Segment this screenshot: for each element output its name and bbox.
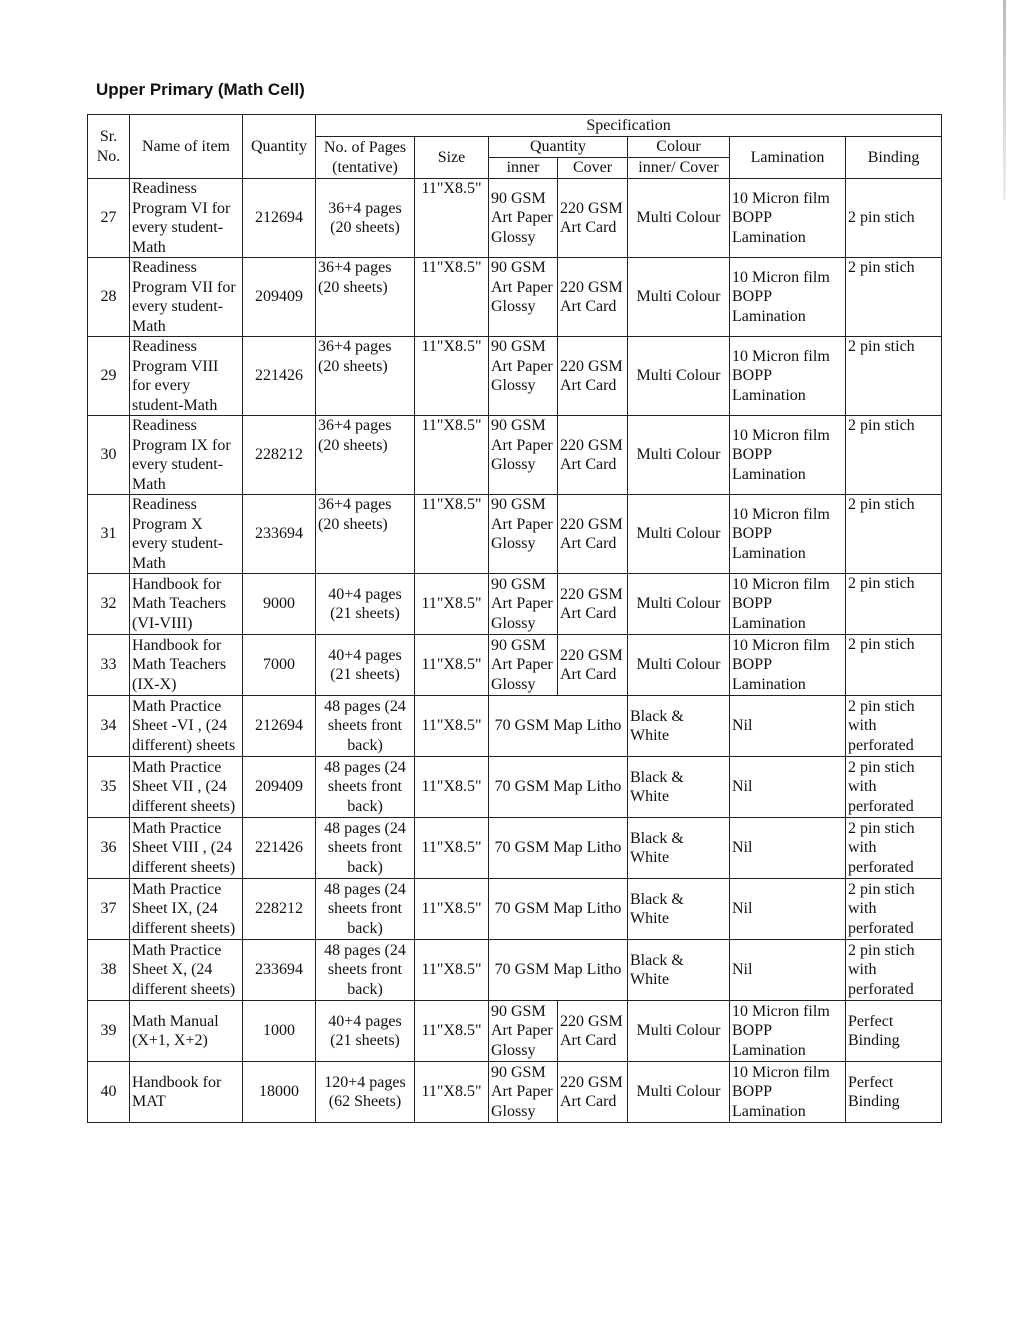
cell-size: 11"X8.5" bbox=[415, 696, 489, 757]
cell-inner: 90 GSM Art Paper Glossy bbox=[489, 574, 558, 635]
header-size: Size bbox=[415, 137, 489, 179]
cell-quantity: 212694 bbox=[243, 179, 316, 258]
cell-sr: 31 bbox=[88, 495, 130, 574]
cell-inner: 90 GSM Art Paper Glossy bbox=[489, 495, 558, 574]
table-row bbox=[88, 818, 942, 879]
cell-colour: Multi Colour bbox=[628, 635, 730, 696]
table-row bbox=[88, 757, 942, 818]
table-row bbox=[88, 1062, 942, 1123]
cell-pages: 120+4 pages (62 Sheets) bbox=[316, 1062, 415, 1123]
cell-binding: 2 pin stich bbox=[846, 635, 942, 696]
header-binding: Binding bbox=[846, 137, 942, 179]
cell-sr: 28 bbox=[88, 258, 130, 337]
cell-colour: Multi Colour bbox=[628, 416, 730, 495]
cell-binding: 2 pin stich bbox=[846, 258, 942, 337]
cell-cover: 220 GSM Art Card bbox=[558, 1001, 628, 1062]
cell-inner: 90 GSM Art Paper Glossy bbox=[489, 179, 558, 258]
cell-lamination: 10 Micron film BOPP Lamination bbox=[730, 1062, 846, 1123]
cell-colour: Multi Colour bbox=[628, 1001, 730, 1062]
scan-edge-mark bbox=[1003, 0, 1006, 200]
cell-paper: 70 GSM Map Litho bbox=[489, 940, 628, 1001]
cell-cover: 220 GSM Art Card bbox=[558, 179, 628, 258]
cell-sr: 36 bbox=[88, 818, 130, 879]
cell-pages: 48 pages (24 sheets front back) bbox=[316, 818, 415, 879]
cell-binding: 2 pin stich with perforated bbox=[846, 940, 942, 1001]
cell-sr: 27 bbox=[88, 179, 130, 258]
cell-quantity: 228212 bbox=[243, 879, 316, 940]
table-row bbox=[88, 337, 942, 416]
cell-sr: 37 bbox=[88, 879, 130, 940]
cell-binding: 2 pin stich bbox=[846, 416, 942, 495]
cell-colour: Black & White bbox=[628, 879, 730, 940]
cell-size: 11"X8.5" bbox=[415, 1001, 489, 1062]
cell-size: 11"X8.5" bbox=[415, 940, 489, 1001]
cell-pages: 36+4 pages (20 sheets) bbox=[316, 495, 415, 574]
header-no-of-pages: No. of Pages (tentative) bbox=[316, 137, 415, 179]
cell-binding: 2 pin stich bbox=[846, 179, 942, 258]
cell-pages: 36+4 pages (20 sheets) bbox=[316, 179, 415, 258]
table-row bbox=[88, 879, 942, 940]
cell-cover: 220 GSM Art Card bbox=[558, 495, 628, 574]
cell-cover: 220 GSM Art Card bbox=[558, 1062, 628, 1123]
table-row bbox=[88, 635, 942, 696]
cell-size: 11"X8.5" bbox=[415, 818, 489, 879]
cell-pages: 48 pages (24 sheets front back) bbox=[316, 879, 415, 940]
cell-lamination: Nil bbox=[730, 757, 846, 818]
cell-cover: 220 GSM Art Card bbox=[558, 416, 628, 495]
table-row bbox=[88, 1001, 942, 1062]
cell-sr: 39 bbox=[88, 1001, 130, 1062]
cell-quantity: 233694 bbox=[243, 495, 316, 574]
cell-name: Math Manual (X+1, X+2) bbox=[130, 1001, 243, 1062]
cell-name: Math Practice Sheet VII , (24 different sheets) bbox=[130, 757, 243, 818]
cell-quantity: 7000 bbox=[243, 635, 316, 696]
cell-name: Math Practice Sheet X, (24 different sheets) bbox=[130, 940, 243, 1001]
cell-pages: 48 pages (24 sheets front back) bbox=[316, 757, 415, 818]
cell-name: Readiness Program X every student- Math bbox=[130, 495, 243, 574]
cell-size: 11"X8.5" bbox=[415, 337, 489, 416]
cell-name: Handbook for Math Teachers (IX-X) bbox=[130, 635, 243, 696]
cell-quantity: 233694 bbox=[243, 940, 316, 1001]
cell-colour: Multi Colour bbox=[628, 179, 730, 258]
cell-quantity: 1000 bbox=[243, 1001, 316, 1062]
cell-binding: 2 pin stich with perforated bbox=[846, 818, 942, 879]
table-row bbox=[88, 940, 942, 1001]
cell-sr: 32 bbox=[88, 574, 130, 635]
header-inner-cover: inner/ Cover bbox=[628, 158, 730, 179]
cell-sr: 34 bbox=[88, 696, 130, 757]
cell-lamination: 10 Micron film BOPP Lamination bbox=[730, 635, 846, 696]
cell-pages: 40+4 pages (21 sheets) bbox=[316, 1001, 415, 1062]
cell-pages: 36+4 pages (20 sheets) bbox=[316, 337, 415, 416]
cell-cover: 220 GSM Art Card bbox=[558, 258, 628, 337]
cell-name: Math Practice Sheet -VI , (24 different) sheets bbox=[130, 696, 243, 757]
cell-size: 11"X8.5" bbox=[415, 258, 489, 337]
cell-pages: 36+4 pages (20 sheets) bbox=[316, 258, 415, 337]
header-specification: Specification bbox=[316, 115, 942, 137]
cell-binding: 2 pin stich bbox=[846, 574, 942, 635]
cell-pages: 40+4 pages (21 sheets) bbox=[316, 574, 415, 635]
cell-colour: Black & White bbox=[628, 696, 730, 757]
cell-inner: 90 GSM Art Paper Glossy bbox=[489, 258, 558, 337]
cell-quantity: 221426 bbox=[243, 337, 316, 416]
cell-size: 11"X8.5" bbox=[415, 574, 489, 635]
table-row bbox=[88, 416, 942, 495]
table-row bbox=[88, 495, 942, 574]
cell-cover: 220 GSM Art Card bbox=[558, 574, 628, 635]
cell-lamination: Nil bbox=[730, 818, 846, 879]
header-name-of-item: Name of item bbox=[130, 115, 243, 179]
cell-pages: 48 pages (24 sheets front back) bbox=[316, 696, 415, 757]
cell-lamination: Nil bbox=[730, 940, 846, 1001]
cell-quantity: 209409 bbox=[243, 757, 316, 818]
cell-quantity: 221426 bbox=[243, 818, 316, 879]
table-row bbox=[88, 179, 942, 258]
cell-size: 11"X8.5" bbox=[415, 179, 489, 258]
cell-lamination: Nil bbox=[730, 696, 846, 757]
cell-colour: Multi Colour bbox=[628, 337, 730, 416]
header-lamination: Lamination bbox=[730, 137, 846, 179]
table-row bbox=[88, 574, 942, 635]
cell-lamination: 10 Micron film BOPP Lamination bbox=[730, 258, 846, 337]
cell-name: Readiness Program VI for every student- Math bbox=[130, 179, 243, 258]
cell-name: Math Practice Sheet VIII , (24 different sheets) bbox=[130, 818, 243, 879]
section-title: Upper Primary (Math Cell) bbox=[96, 80, 305, 99]
cell-quantity: 228212 bbox=[243, 416, 316, 495]
cell-name: Handbook for MAT bbox=[130, 1062, 243, 1123]
cell-sr: 29 bbox=[88, 337, 130, 416]
cell-colour: Black & White bbox=[628, 757, 730, 818]
cell-sr: 33 bbox=[88, 635, 130, 696]
cell-lamination: 10 Micron film BOPP Lamination bbox=[730, 574, 846, 635]
cell-colour: Black & White bbox=[628, 940, 730, 1001]
cell-inner: 90 GSM Art Paper Glossy bbox=[489, 1001, 558, 1062]
cell-size: 11"X8.5" bbox=[415, 757, 489, 818]
cell-name: Math Practice Sheet IX, (24 different sheets) bbox=[130, 879, 243, 940]
cell-size: 11"X8.5" bbox=[415, 495, 489, 574]
cell-sr: 38 bbox=[88, 940, 130, 1001]
header-quantity: Quantity bbox=[243, 115, 316, 179]
cell-colour: Multi Colour bbox=[628, 1062, 730, 1123]
cell-inner: 90 GSM Art Paper Glossy bbox=[489, 1062, 558, 1123]
cell-name: Readiness Program VII for every student- Math bbox=[130, 258, 243, 337]
cell-lamination: 10 Micron film BOPP Lamination bbox=[730, 416, 846, 495]
cell-paper: 70 GSM Map Litho bbox=[489, 879, 628, 940]
cell-binding: 2 pin stich with perforated bbox=[846, 757, 942, 818]
cell-quantity: 18000 bbox=[243, 1062, 316, 1123]
cell-size: 11"X8.5" bbox=[415, 1062, 489, 1123]
header-cover: Cover bbox=[558, 158, 628, 179]
table-row bbox=[88, 696, 942, 757]
cell-lamination: 10 Micron film BOPP Lamination bbox=[730, 495, 846, 574]
cell-binding: Perfect Binding bbox=[846, 1062, 942, 1123]
cell-paper: 70 GSM Map Litho bbox=[489, 757, 628, 818]
specification-table bbox=[87, 114, 942, 1123]
cell-cover: 220 GSM Art Card bbox=[558, 635, 628, 696]
cell-name: Readiness Program IX for every student- Math bbox=[130, 416, 243, 495]
cell-cover: 220 GSM Art Card bbox=[558, 337, 628, 416]
cell-quantity: 212694 bbox=[243, 696, 316, 757]
cell-colour: Black & White bbox=[628, 818, 730, 879]
cell-name: Handbook for Math Teachers (VI-VIII) bbox=[130, 574, 243, 635]
cell-size: 11"X8.5" bbox=[415, 635, 489, 696]
cell-inner: 90 GSM Art Paper Glossy bbox=[489, 337, 558, 416]
cell-colour: Multi Colour bbox=[628, 574, 730, 635]
cell-sr: 35 bbox=[88, 757, 130, 818]
cell-quantity: 9000 bbox=[243, 574, 316, 635]
cell-binding: Perfect Binding bbox=[846, 1001, 942, 1062]
cell-colour: Multi Colour bbox=[628, 495, 730, 574]
cell-binding: 2 pin stich bbox=[846, 337, 942, 416]
cell-name: Readiness Program VIII for every student-Math bbox=[130, 337, 243, 416]
cell-quantity: 209409 bbox=[243, 258, 316, 337]
header-inner: inner bbox=[489, 158, 558, 179]
header-sr-no: Sr. No. bbox=[88, 115, 130, 179]
cell-colour: Multi Colour bbox=[628, 258, 730, 337]
header-colour: Colour bbox=[628, 137, 730, 158]
cell-binding: 2 pin stich with perforated bbox=[846, 696, 942, 757]
header-spec-quantity: Quantity bbox=[489, 137, 628, 158]
cell-sr: 30 bbox=[88, 416, 130, 495]
cell-binding: 2 pin stich bbox=[846, 495, 942, 574]
cell-lamination: 10 Micron film BOPP Lamination bbox=[730, 337, 846, 416]
cell-binding: 2 pin stich with perforated bbox=[846, 879, 942, 940]
table-row bbox=[88, 258, 942, 337]
cell-inner: 90 GSM Art Paper Glossy bbox=[489, 635, 558, 696]
cell-pages: 48 pages (24 sheets front back) bbox=[316, 940, 415, 1001]
cell-size: 11"X8.5" bbox=[415, 416, 489, 495]
cell-inner: 90 GSM Art Paper Glossy bbox=[489, 416, 558, 495]
cell-pages: 36+4 pages (20 sheets) bbox=[316, 416, 415, 495]
cell-lamination: Nil bbox=[730, 879, 846, 940]
cell-lamination: 10 Micron film BOPP Lamination bbox=[730, 179, 846, 258]
cell-paper: 70 GSM Map Litho bbox=[489, 696, 628, 757]
cell-lamination: 10 Micron film BOPP Lamination bbox=[730, 1001, 846, 1062]
cell-size: 11"X8.5" bbox=[415, 879, 489, 940]
cell-paper: 70 GSM Map Litho bbox=[489, 818, 628, 879]
cell-sr: 40 bbox=[88, 1062, 130, 1123]
cell-pages: 40+4 pages (21 sheets) bbox=[316, 635, 415, 696]
